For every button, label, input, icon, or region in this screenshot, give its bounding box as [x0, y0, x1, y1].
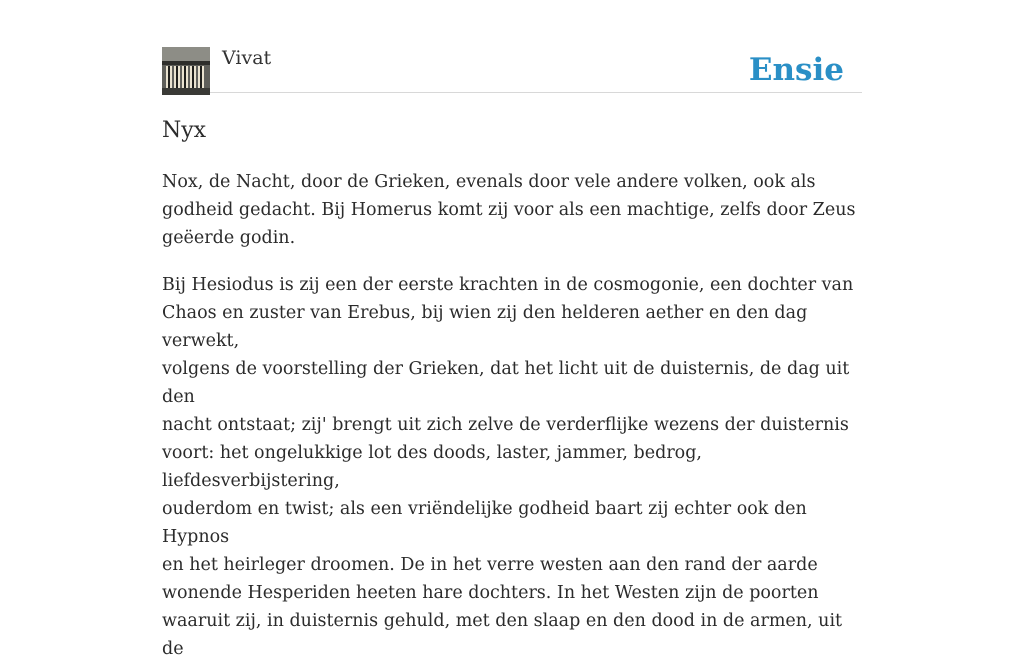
bookshelf-avatar-image — [162, 47, 210, 95]
article-paragraph: Nox, de Nacht, door de Grieken, evenals door vele andere volken, ook als godheid gedacht. Bij Homerus komt zij voor als een machtige, zelfs door Zeus geëerde godin. — [162, 172, 856, 248]
article-page — [162, 0, 862, 659]
author-name[interactable]: Vivat — [222, 47, 272, 69]
header — [162, 46, 862, 93]
article-title: Nyx — [162, 118, 207, 143]
article-paragraph: Bij Hesiodus is zij een der eerste krachten in de cosmogonie, een dochter van Chaos en zuster van Erebus, bij wien zij den helderen aether en den dag verwekt, volgens de voorstelling der Grieken, dat het licht uit de duisternis, de dag uit den nacht ontstaat; zij' brengt uit zich zelve de verderflijke wezens der duisternis voort: het ongelukkige lot des doods, laster, jammer, bedrog, liefdesverbijstering, ouderdom en twist; als een vriëndelijke godheid baart zij echter ook den Hypnos en het heirleger droomen. De in het verre westen aan den rand der aarde wonende Hesperiden heeten hare dochters. In het Westen zijn de poorten waaruit zij, in duisternis gehuld, met den slaap en den dood in de armen, uit de — [162, 275, 854, 659]
brand-logo[interactable]: Ensie — [748, 52, 844, 88]
author-avatar[interactable] — [162, 47, 210, 95]
